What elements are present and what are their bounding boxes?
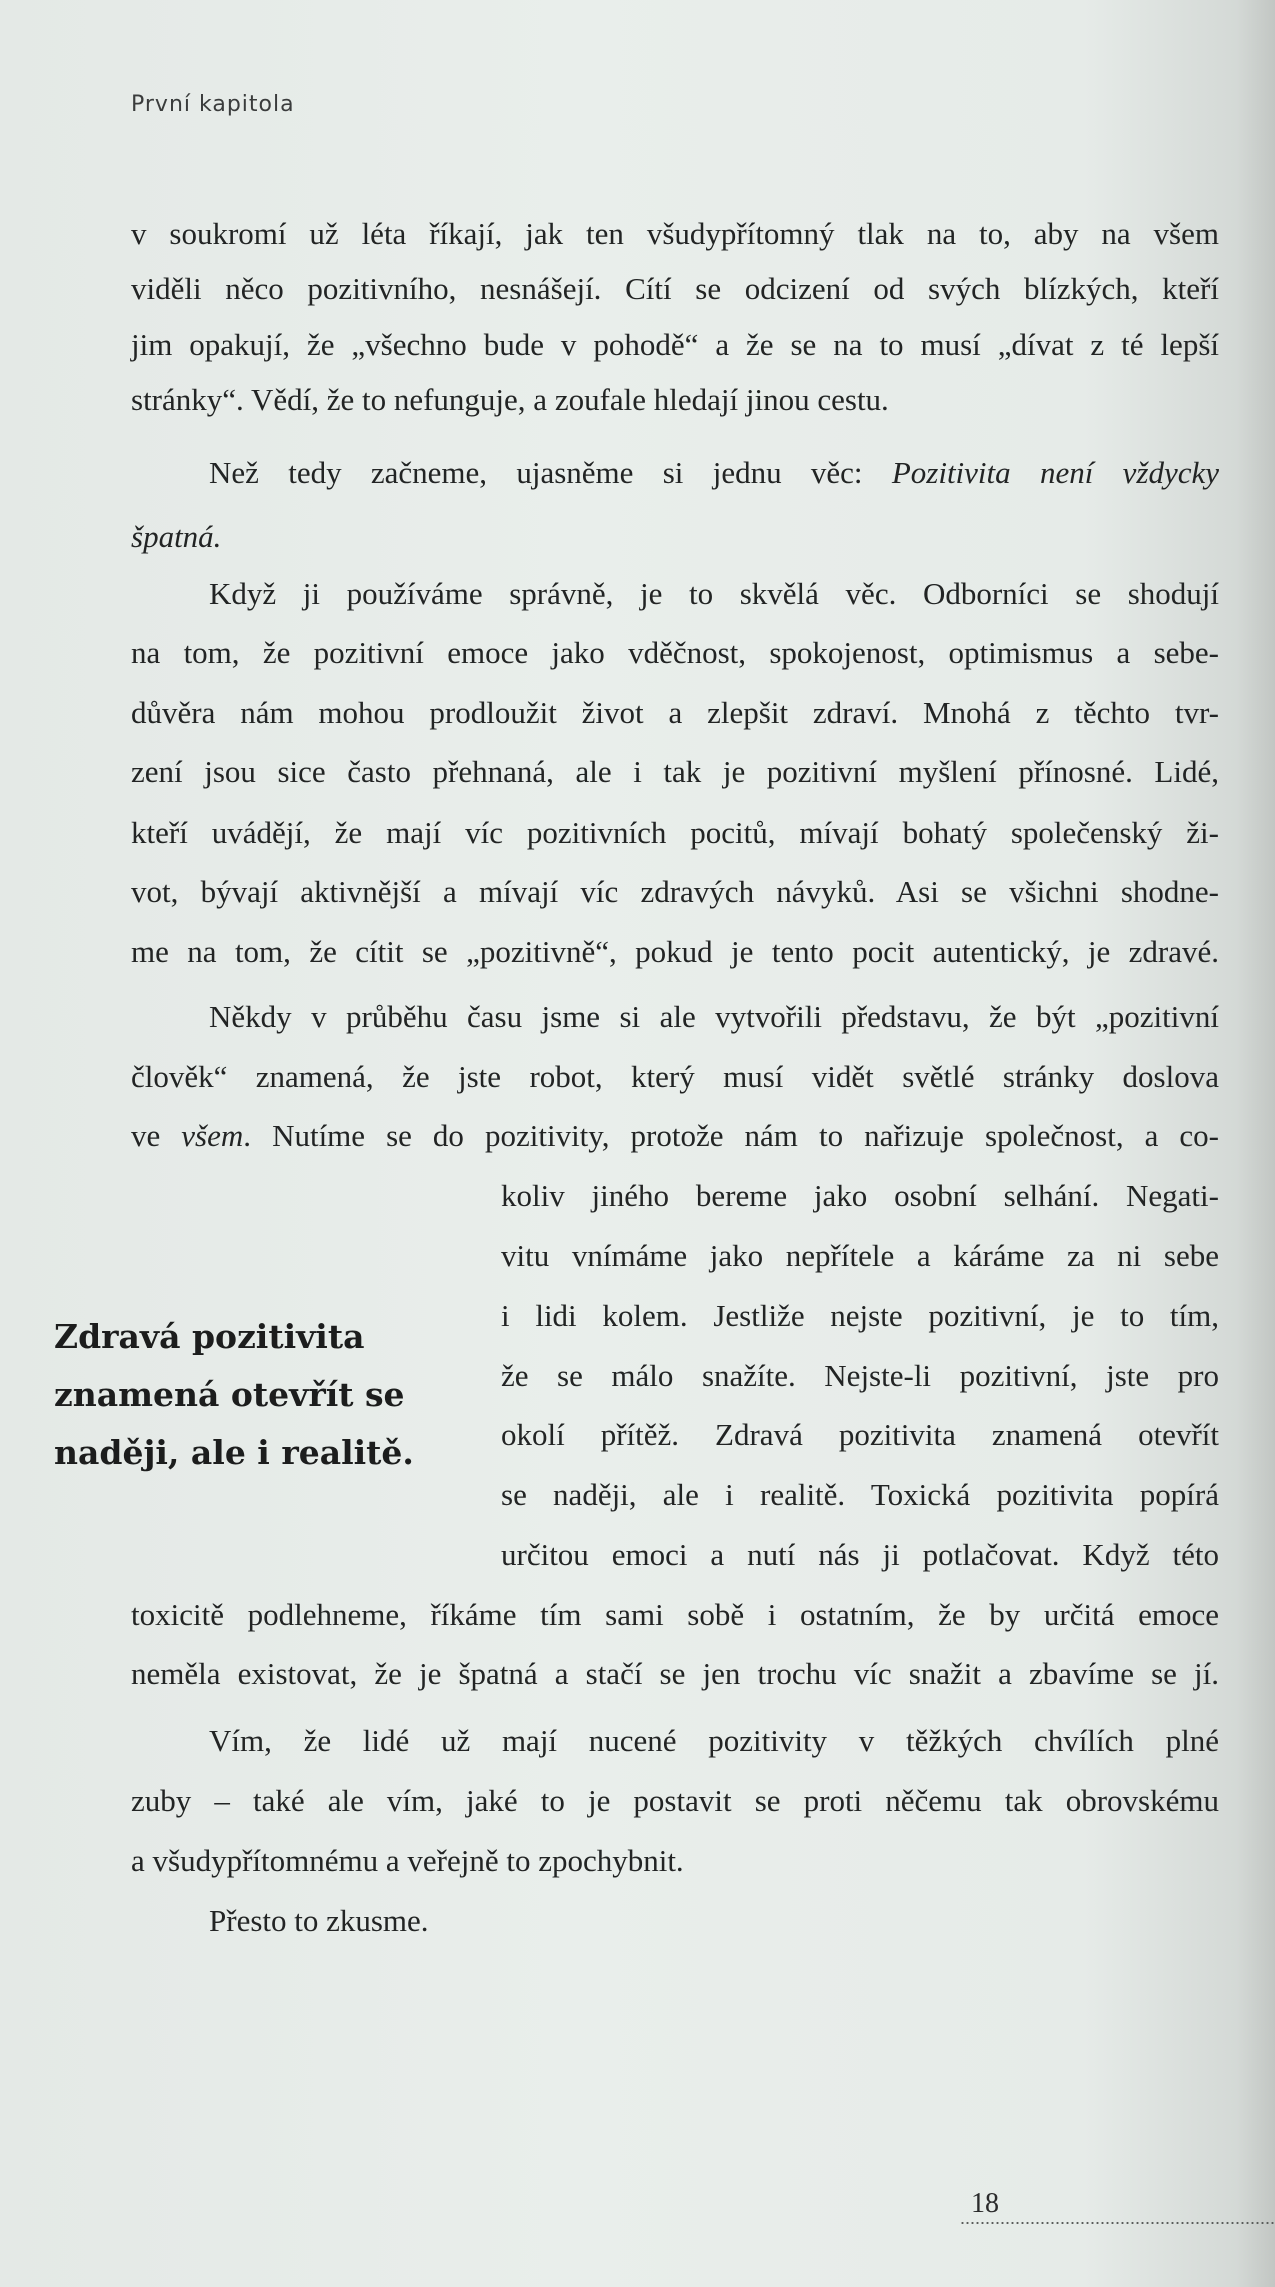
text-line: zuby – také ale vím, jaké to je postavit se proti něčemu tak obrovskému bbox=[131, 1783, 1219, 1818]
text-line: jim opakují, že „všechno bude v pohodě“ a že se na to musí „dívat z té lepší bbox=[131, 327, 1219, 362]
text-line: toxicitě podlehneme, říkáme tím sami sobě i ostatním, že by určitá emoce bbox=[131, 1597, 1219, 1632]
text-line: ve všem. Nutíme se do pozitivity, protože nám to nařizuje společnost, a co- bbox=[131, 1118, 1219, 1153]
text-line: i lidi kolem. Jestliže nejste pozitivní, je to tím, bbox=[501, 1298, 1219, 1333]
text-line: koliv jiného bereme jako osobní selhání. Negati- bbox=[501, 1178, 1219, 1213]
text-line: se naději, ale i realitě. Toxická pozitivita popírá bbox=[501, 1477, 1219, 1512]
text-line: okolí přítěž. Zdravá pozitivita znamená otevřít bbox=[501, 1417, 1219, 1452]
text-line: viděli něco pozitivního, nesnášejí. Cítí se odcizení od svých blízkých, kteří bbox=[131, 271, 1219, 306]
pull-quote bbox=[54, 1308, 434, 1482]
pull-quote-line: naději, ale i realitě. bbox=[54, 1433, 414, 1472]
text-line: Když ji používáme správně, je to skvělá věc. Odborníci se shodují bbox=[209, 576, 1219, 611]
text-line: že se málo snažíte. Nejste-li pozitivní, jste pro bbox=[501, 1358, 1219, 1393]
text-line: a všudypřítomnému a veřejně to zpochybnit. bbox=[131, 1843, 684, 1878]
text-line: stránky“. Vědí, že to nefunguje, a zoufale hledají jinou cestu. bbox=[131, 382, 889, 417]
dotted-rule bbox=[960, 2222, 1275, 2224]
text-line: neměla existovat, že je špatná a stačí se jen trochu víc snažit a zbavíme se jí. bbox=[131, 1656, 1219, 1691]
text-line: zení jsou sice často přehnaná, ale i tak je pozitivní myšlení přínosné. Lidé, bbox=[131, 754, 1219, 789]
text-line: člověk“ znamená, že jste robot, který musí vidět světlé stránky doslova bbox=[131, 1059, 1219, 1094]
text-line: Vím, že lidé už mají nucené pozitivity v těžkých chvílích plné bbox=[209, 1723, 1219, 1758]
text-line: vot, bývají aktivnější a mívají víc zdravých návyků. Asi se všichni shodne- bbox=[131, 874, 1219, 909]
text-line: v soukromí už léta říkají, jak ten všudypřítomný tlak na to, aby na všem bbox=[131, 216, 1219, 251]
pull-quote-line: Zdravá pozitivita bbox=[54, 1317, 365, 1356]
text-line: důvěra nám mohou prodloužit život a zlepšit zdraví. Mnohá z těchto tvr- bbox=[131, 695, 1219, 730]
pull-quote-line: znamená otevřít se bbox=[54, 1375, 405, 1414]
text-line: me na tom, že cítit se „pozitivně“, pokud je tento pocit autentický, je zdravé. bbox=[131, 934, 1219, 969]
page-number: 18 bbox=[971, 2188, 999, 2219]
text-line: na tom, že pozitivní emoce jako vděčnost, spokojenost, optimismus a sebe- bbox=[131, 635, 1219, 670]
text-line: kteří uvádějí, že mají víc pozitivních pocitů, mívají bohatý společenský ži- bbox=[131, 815, 1219, 850]
text-line: špatná. bbox=[131, 519, 222, 554]
text-line: Někdy v průběhu času jsme si ale vytvořili představu, že být „pozitivní bbox=[209, 999, 1219, 1034]
text-line: vitu vnímáme jako nepřítele a káráme za ni sebe bbox=[501, 1238, 1219, 1273]
running-head: První kapitola bbox=[131, 92, 295, 117]
text-line: Než tedy začneme, ujasněme si jednu věc: Pozitivita není vždycky bbox=[209, 455, 1219, 490]
text-line: Přesto to zkusme. bbox=[209, 1903, 429, 1938]
text-line: určitou emoci a nutí nás ji potlačovat. Když této bbox=[501, 1537, 1219, 1572]
